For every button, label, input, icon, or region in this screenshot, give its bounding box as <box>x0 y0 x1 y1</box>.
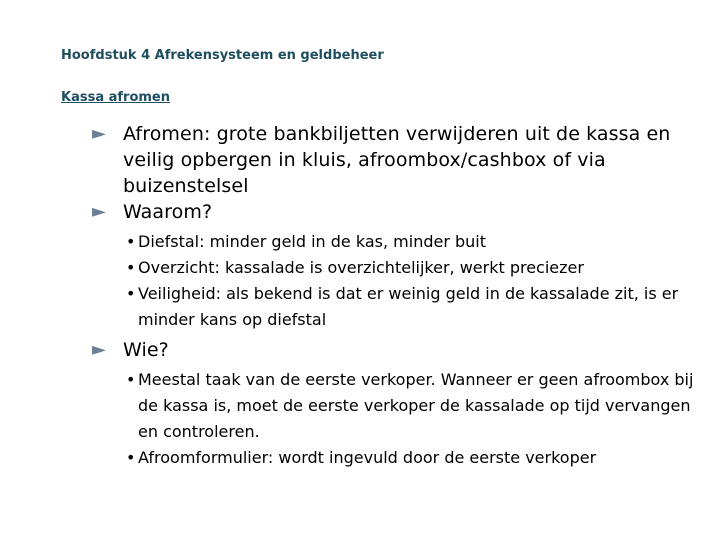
triangle-right-icon: ► <box>92 123 106 144</box>
bullet-dot-icon: • <box>126 370 136 389</box>
chapter-title: Hoofdstuk 4 Afrekensysteem en geldbeheer <box>61 48 384 63</box>
bullet-dot-icon: • <box>126 232 136 251</box>
list-item-text: Diefstal: minder geld in de kas, minder buit <box>138 232 487 251</box>
waarom-sublist <box>92 229 702 333</box>
list-item-text: Afroomformulier: wordt ingevuld door de eerste verkoper <box>138 448 597 467</box>
list-item-text: Veiligheid: als bekend is dat er weinig geld in de kassalade zit, is er minder kans op diefstal <box>138 284 679 329</box>
bullet-dot-icon: • <box>126 448 136 467</box>
bullet-text: Wie? <box>123 339 169 361</box>
triangle-right-icon: ► <box>92 201 106 222</box>
list-item-text: Overzicht: kassalade is overzichtelijker, werkt preciezer <box>138 258 584 277</box>
bullet-text: Afromen: grote bankbiljetten verwijderen uit de kassa en veilig opbergen in kluis, afroombox/cashbox of via buizenstelsel <box>123 123 671 197</box>
bullet-text: Waarom? <box>123 201 213 223</box>
triangle-right-icon: ► <box>92 339 106 360</box>
bullet-waarom <box>92 199 702 225</box>
bullet-dot-icon: • <box>126 284 136 303</box>
bullet-wie <box>92 337 702 363</box>
bullet-dot-icon: • <box>126 258 136 277</box>
list-item <box>92 281 702 333</box>
list-item <box>92 255 702 281</box>
list-item <box>92 229 702 255</box>
list-item <box>92 367 702 445</box>
bullet-afromen <box>92 121 702 199</box>
list-item-text: Meestal taak van de eerste verkoper. Wanneer er geen afroombox bij de kassa is, moet de eerste verkoper de kassalade op tijd vervangen en controleren. <box>138 370 694 441</box>
list-item <box>92 445 702 471</box>
bullet-list <box>92 121 702 475</box>
section-title[interactable]: Kassa afromen <box>61 90 171 105</box>
wie-sublist <box>92 367 702 471</box>
